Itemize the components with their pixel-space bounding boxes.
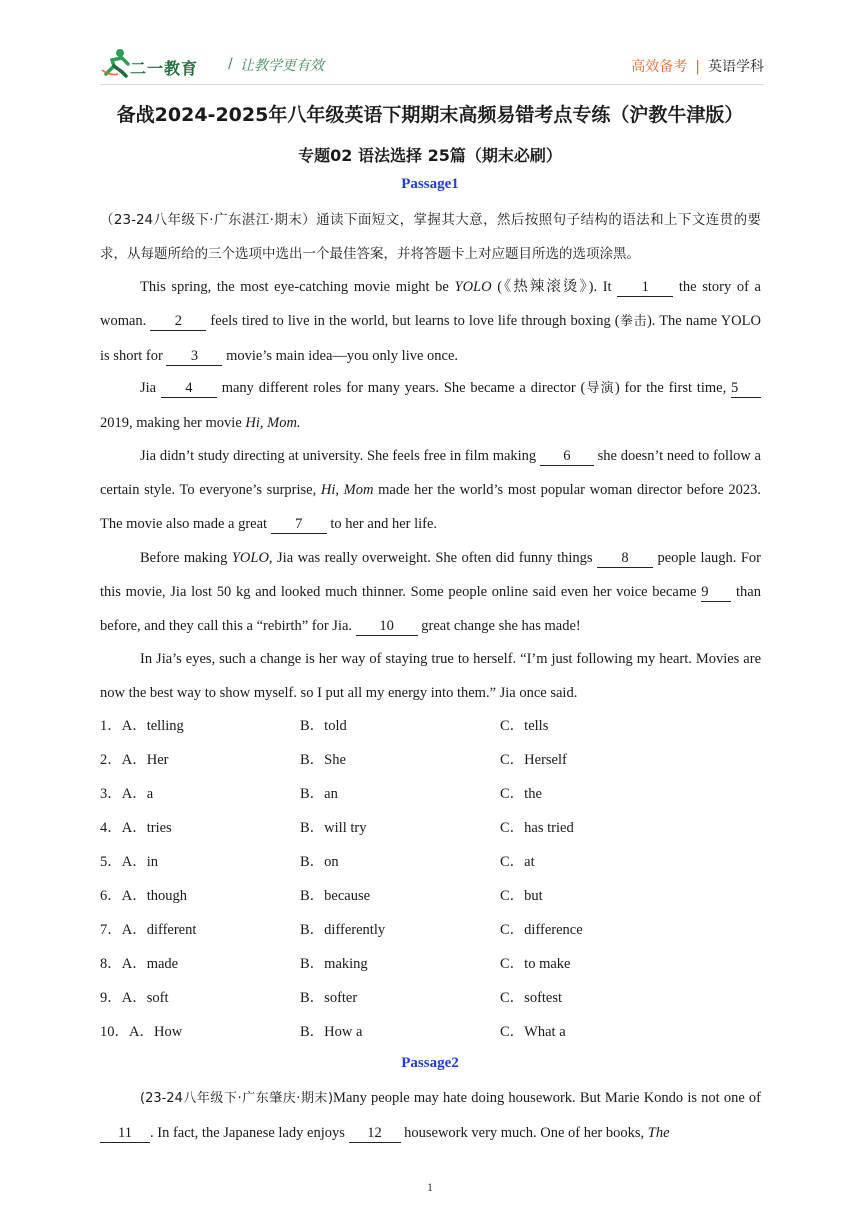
blank-4[interactable]: 4 xyxy=(161,379,217,398)
option-c[interactable]: C．softest xyxy=(500,990,563,1006)
passage1-title: Passage1 xyxy=(401,176,459,192)
passage1-paragraph-5: In Jia’s eyes, such a change is her way of staying true to herself. “I’m just following my heart. Movies are now the best way to show myself. so I put all my energy into them.” Jia once said. xyxy=(100,651,761,701)
option-c[interactable]: C．the xyxy=(500,786,542,802)
book-title: The xyxy=(647,1125,670,1141)
option-c[interactable]: C．to make xyxy=(500,956,571,972)
option-b[interactable]: B．on xyxy=(300,854,339,870)
text: 导演 xyxy=(585,381,615,396)
passage2-paragraph-1 xyxy=(100,1081,761,1150)
text: 2019, making her movie xyxy=(100,415,246,431)
text: than before, and they call this a “rebirth” for Jia. xyxy=(100,584,761,634)
passage2-title: Passage2 xyxy=(401,1055,459,1071)
tag-divider: | xyxy=(695,59,700,75)
text: 拳击 xyxy=(619,314,647,329)
page-number: 1 xyxy=(427,1180,433,1194)
document-subtitle: 专题02 语法选择 25篇（期末必刷） xyxy=(298,146,562,165)
option-c[interactable]: C．tells xyxy=(500,718,549,734)
text: Jia was really overweight. She often did funny things xyxy=(272,550,597,566)
header-tags xyxy=(631,56,764,76)
text: Jia didn’t study directing at university. She feels free in film making xyxy=(140,448,540,464)
document-title: 备战2024-2025年八年级英语下期期末高频易错考点专练（沪教牛津版） xyxy=(116,104,744,126)
option-c[interactable]: C．What a xyxy=(500,1024,566,1040)
text: ) for the first time, xyxy=(614,380,731,396)
page-header xyxy=(100,48,764,84)
option-a[interactable]: 1．A．telling xyxy=(100,718,184,734)
option-row xyxy=(100,777,761,811)
movie-title: YOLO xyxy=(454,279,492,295)
passage1-instructions xyxy=(100,203,761,271)
text: Many people may hate doing housework. But Marie Kondo is not one of xyxy=(333,1090,762,1106)
text: made her the world’s most popular woman director before 2023. The movie also made a great xyxy=(100,482,761,532)
option-row xyxy=(100,845,761,879)
text: housework very much. One of her books, xyxy=(400,1125,648,1141)
option-a[interactable]: 4．A．tries xyxy=(100,820,172,836)
option-row xyxy=(100,879,761,913)
option-a[interactable]: 2．A．Her xyxy=(100,752,169,768)
option-b[interactable]: B．She xyxy=(300,752,346,768)
option-c[interactable]: C．Herself xyxy=(500,752,567,768)
option-row xyxy=(100,743,761,777)
header-divider xyxy=(100,84,764,85)
option-a[interactable]: 3．A．a xyxy=(100,786,154,802)
option-b[interactable]: B．an xyxy=(300,786,338,802)
blank-8[interactable]: 8 xyxy=(597,549,653,568)
blank-2[interactable]: 2 xyxy=(150,312,206,331)
blank-10[interactable]: 10 xyxy=(356,617,418,636)
text: many different roles for many years. She became a director ( xyxy=(216,380,586,396)
text: movie’s main idea—you only live once. xyxy=(222,348,459,364)
text: people laugh. For this movie, Jia lost 50 kg and looked much thinner. Some people online said even her voice became xyxy=(100,550,761,600)
option-c[interactable]: C．but xyxy=(500,888,543,904)
option-row xyxy=(100,811,761,845)
text: feels tired to live in the world, but learns to love life through boxing ( xyxy=(206,313,620,329)
movie-title: YOLO, xyxy=(231,550,273,566)
text: to her and her life. xyxy=(326,516,438,532)
option-a[interactable]: 5．A．in xyxy=(100,854,158,870)
text: great change she has made! xyxy=(417,618,581,634)
slogan-separator: / xyxy=(228,56,233,72)
passage1-paragraph-2 xyxy=(100,371,761,440)
passage1-source: （23-24八年级下·广东湛江·期末） xyxy=(100,212,317,228)
option-b[interactable]: B．will try xyxy=(300,820,367,836)
logo-text: 二一教育 xyxy=(130,59,199,78)
option-row xyxy=(100,1015,761,1049)
logo xyxy=(100,48,220,82)
text: Before making xyxy=(140,550,232,566)
slogan: 让教学更有效 xyxy=(240,58,324,74)
option-b[interactable]: B．told xyxy=(300,718,347,734)
answer-options xyxy=(100,709,761,1049)
option-a[interactable]: 8．A．made xyxy=(100,956,179,972)
blank-6[interactable]: 6 xyxy=(540,447,594,466)
text: she doesn’t need to follow a certain style. To everyone’s surprise, xyxy=(100,448,761,498)
movie-title: Hi, Mom xyxy=(320,482,374,498)
option-a[interactable]: 10．A．How xyxy=(100,1024,183,1040)
option-b[interactable]: B．making xyxy=(300,956,368,972)
option-b[interactable]: B．How a xyxy=(300,1024,363,1040)
blank-3[interactable]: 3 xyxy=(166,347,222,366)
text: (《热辣滚烫》). It xyxy=(491,279,618,295)
blank-11[interactable]: 11 xyxy=(100,1124,150,1143)
text: This spring, the most eye-catching movie might be xyxy=(140,279,455,295)
option-row xyxy=(100,981,761,1015)
option-row xyxy=(100,709,761,743)
option-b[interactable]: B．differently xyxy=(300,922,386,938)
text: . In fact, the Japanese lady enjoys xyxy=(150,1125,349,1141)
text: the story of a woman. xyxy=(100,279,761,329)
option-a[interactable]: 6．A．though xyxy=(100,888,187,904)
passage1-paragraph-1 xyxy=(100,270,761,373)
passage1-paragraph-3 xyxy=(100,439,761,541)
passage2-source: (23-24八年级下·广东肇庆·期末) xyxy=(140,1091,334,1106)
blank-7[interactable]: 7 xyxy=(271,515,327,534)
option-c[interactable]: C．has tried xyxy=(500,820,574,836)
instructions-text: 通读下面短文，掌握其大意，然后按照句子结构的语法和上下文连贯的要求，从每题所给的三个选项中选出一个最佳答案，并将答题卡上对应题目所选的选项涂黑。 xyxy=(100,212,762,262)
option-c[interactable]: C．difference xyxy=(500,922,583,938)
movie-title: Hi, Mom. xyxy=(245,415,301,431)
option-b[interactable]: B．softer xyxy=(300,990,358,1006)
option-a[interactable]: 7．A．different xyxy=(100,922,197,938)
text: Jia xyxy=(140,380,161,396)
blank-5[interactable]: 5 xyxy=(731,379,761,398)
option-row xyxy=(100,947,761,981)
text: ). The name YOLO is short for xyxy=(100,313,761,364)
blank-9[interactable]: 9 xyxy=(701,583,731,602)
option-c[interactable]: C．at xyxy=(500,854,535,870)
option-a[interactable]: 9．A．soft xyxy=(100,990,169,1006)
header-tag-subject: 英语学科 xyxy=(708,59,764,75)
header-tag-exam: 高效备考 xyxy=(631,59,688,75)
option-row xyxy=(100,913,761,947)
blank-1[interactable]: 1 xyxy=(617,278,673,297)
passage1-paragraph-4 xyxy=(100,541,761,643)
option-b[interactable]: B．because xyxy=(300,888,371,904)
running-man-icon xyxy=(100,48,134,78)
blank-12[interactable]: 12 xyxy=(349,1124,401,1143)
